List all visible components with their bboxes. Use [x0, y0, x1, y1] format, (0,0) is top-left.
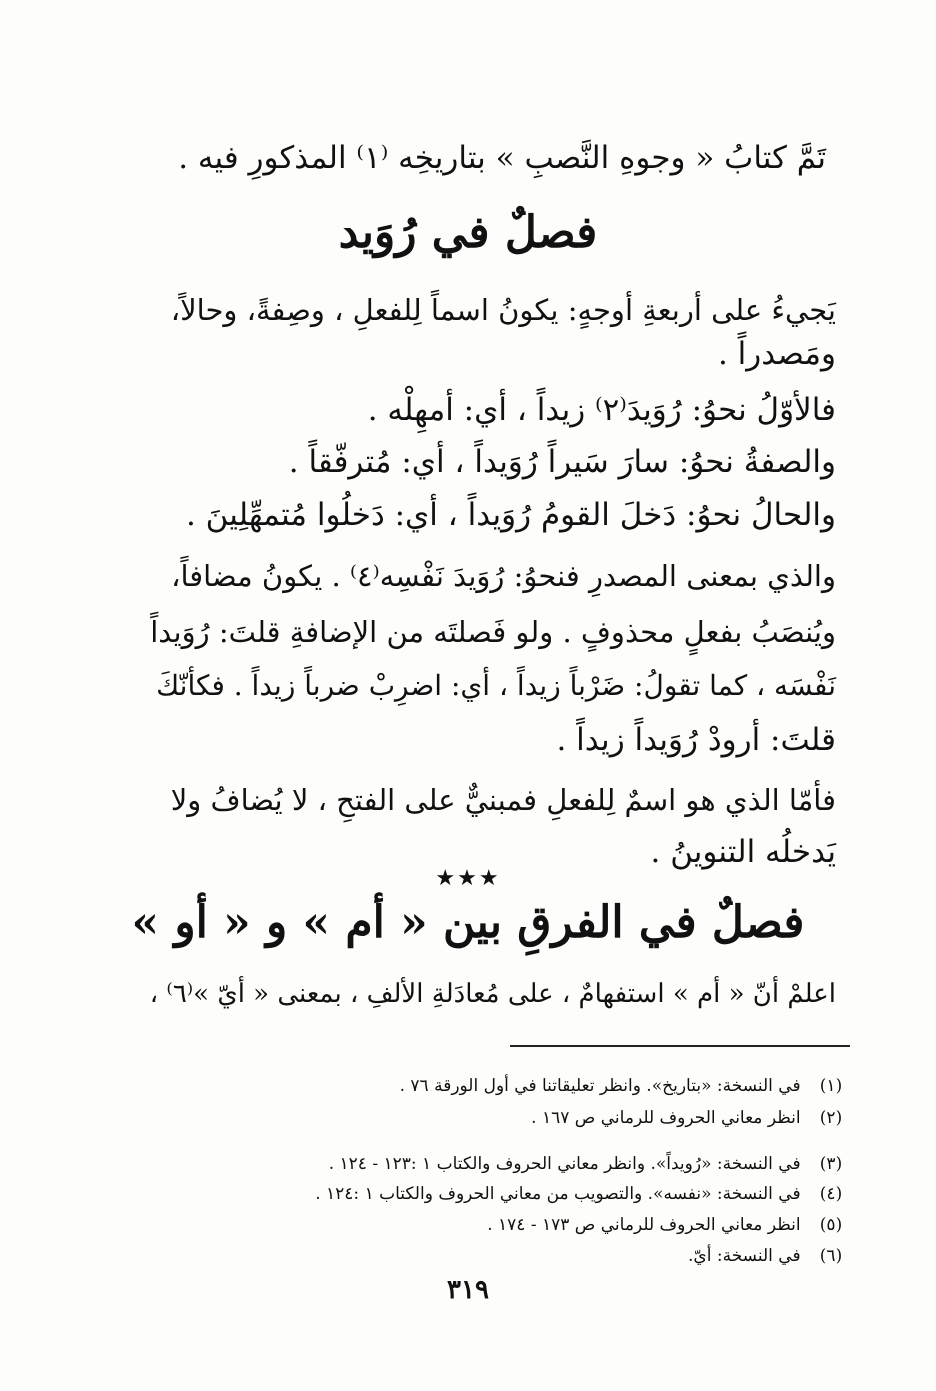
footnote-text: انظر معاني الحروف للرماني ص ١٦٧ .: [531, 1108, 801, 1128]
body-line: ومَصدراً .: [717, 336, 836, 372]
footnote-text: انظر معاني الحروف للرماني ص ١٧٣ - ١٧٤ .: [487, 1215, 801, 1235]
body-line: فالأوّلُ نحوُ: رُوَيدَ⁽٢⁾ زيداً ، أي: أمهِلْه .: [367, 392, 836, 428]
footnote-number: (٣): [819, 1154, 843, 1174]
footnote-number: (٦): [819, 1246, 843, 1266]
body-line: اعلمْ أنّ « أم » استفهامٌ ، على مُعادَلةِ الألفِ ، بمعنى « أيّ »⁽٦⁾ ،: [149, 979, 836, 1009]
page-number: ٣١٩: [447, 1275, 489, 1305]
footnote-number: (٢): [819, 1108, 843, 1128]
footnote-text: في النسخة: أيّ.: [688, 1246, 801, 1266]
body-line: فأمّا الذي هو اسمٌ لِلفعلِ فمبنيٌّ على الفتحِ ، لا يُضافُ ولا: [170, 783, 836, 817]
body-line: ويُنصَبُ بفعلٍ محذوفٍ . ولو فَصلتَه من الإضافةِ قلتَ: رُوَيداً: [150, 615, 836, 649]
body-line: يَدخلُه التنوينُ .: [650, 834, 836, 870]
footnote: [300, 1106, 856, 1130]
footnote: [300, 1213, 856, 1237]
body-line: والحالُ نحوُ: دَخلَ القومُ رُوَيداً ، أي: دَخلُوا مُتمهِّلِينَ .: [185, 497, 836, 533]
footnote-text: في النسخة: «بتاريخ». وانظر تعليقاتنا في أول الورقة ٧٦ .: [399, 1076, 801, 1096]
footnote-text: في النسخة: «نفسه». والتصويب من معاني الحروف والكتاب ١ :١٢٤ .: [315, 1184, 801, 1204]
footnote: [300, 1074, 856, 1098]
footnote: [300, 1244, 856, 1268]
body-line: نَفْسَه ، كما تقولُ: ضَرْباً زيداً ، أي: اضرِبْ ضرباً زيداً . فكأنّكَ: [156, 669, 836, 702]
body-line: يَجيءُ على أربعةِ أوجهٍ: يكونُ اسماً لِلفعلِ ، وصِفةً، وحالاً،: [170, 293, 836, 327]
footnote: [300, 1152, 856, 1176]
closing-line: تَمَّ كتابُ « وجوهِ النَّصبِ » بتاريخِه ⁽١⁾ المذكورِ فيه .: [178, 140, 826, 176]
section-heading-ruwayd: فصلٌ في رُوَيد: [338, 207, 598, 258]
footnote-rule: [510, 1045, 850, 1047]
footnote-number: (١): [819, 1076, 843, 1096]
footnote-number: (٥): [819, 1215, 843, 1235]
body-line: والذي بمعنى المصدرِ فنحوُ: رُوَيدَ نَفْسِه⁽٤⁾ . يكونُ مضافاً،: [171, 559, 836, 593]
footnote-number: (٤): [819, 1184, 843, 1204]
footnote: [300, 1182, 856, 1206]
footnote-text: في النسخة: «رُويداً». وانظر معاني الحروف والكتاب ١ :١٢٣ - ١٢٤ .: [328, 1154, 801, 1174]
body-line: والصفةُ نحوُ: سارَ سَيراً رُوَيداً ، أي: مُترفّقاً .: [288, 444, 836, 480]
section-heading-am-aw: فصلٌ في الفرقِ بين « أم » و « أو »: [131, 897, 805, 948]
section-separator: ★★★: [435, 866, 501, 891]
body-line: قلتَ: أرودْ رُوَيداً زيداً .: [556, 722, 836, 758]
